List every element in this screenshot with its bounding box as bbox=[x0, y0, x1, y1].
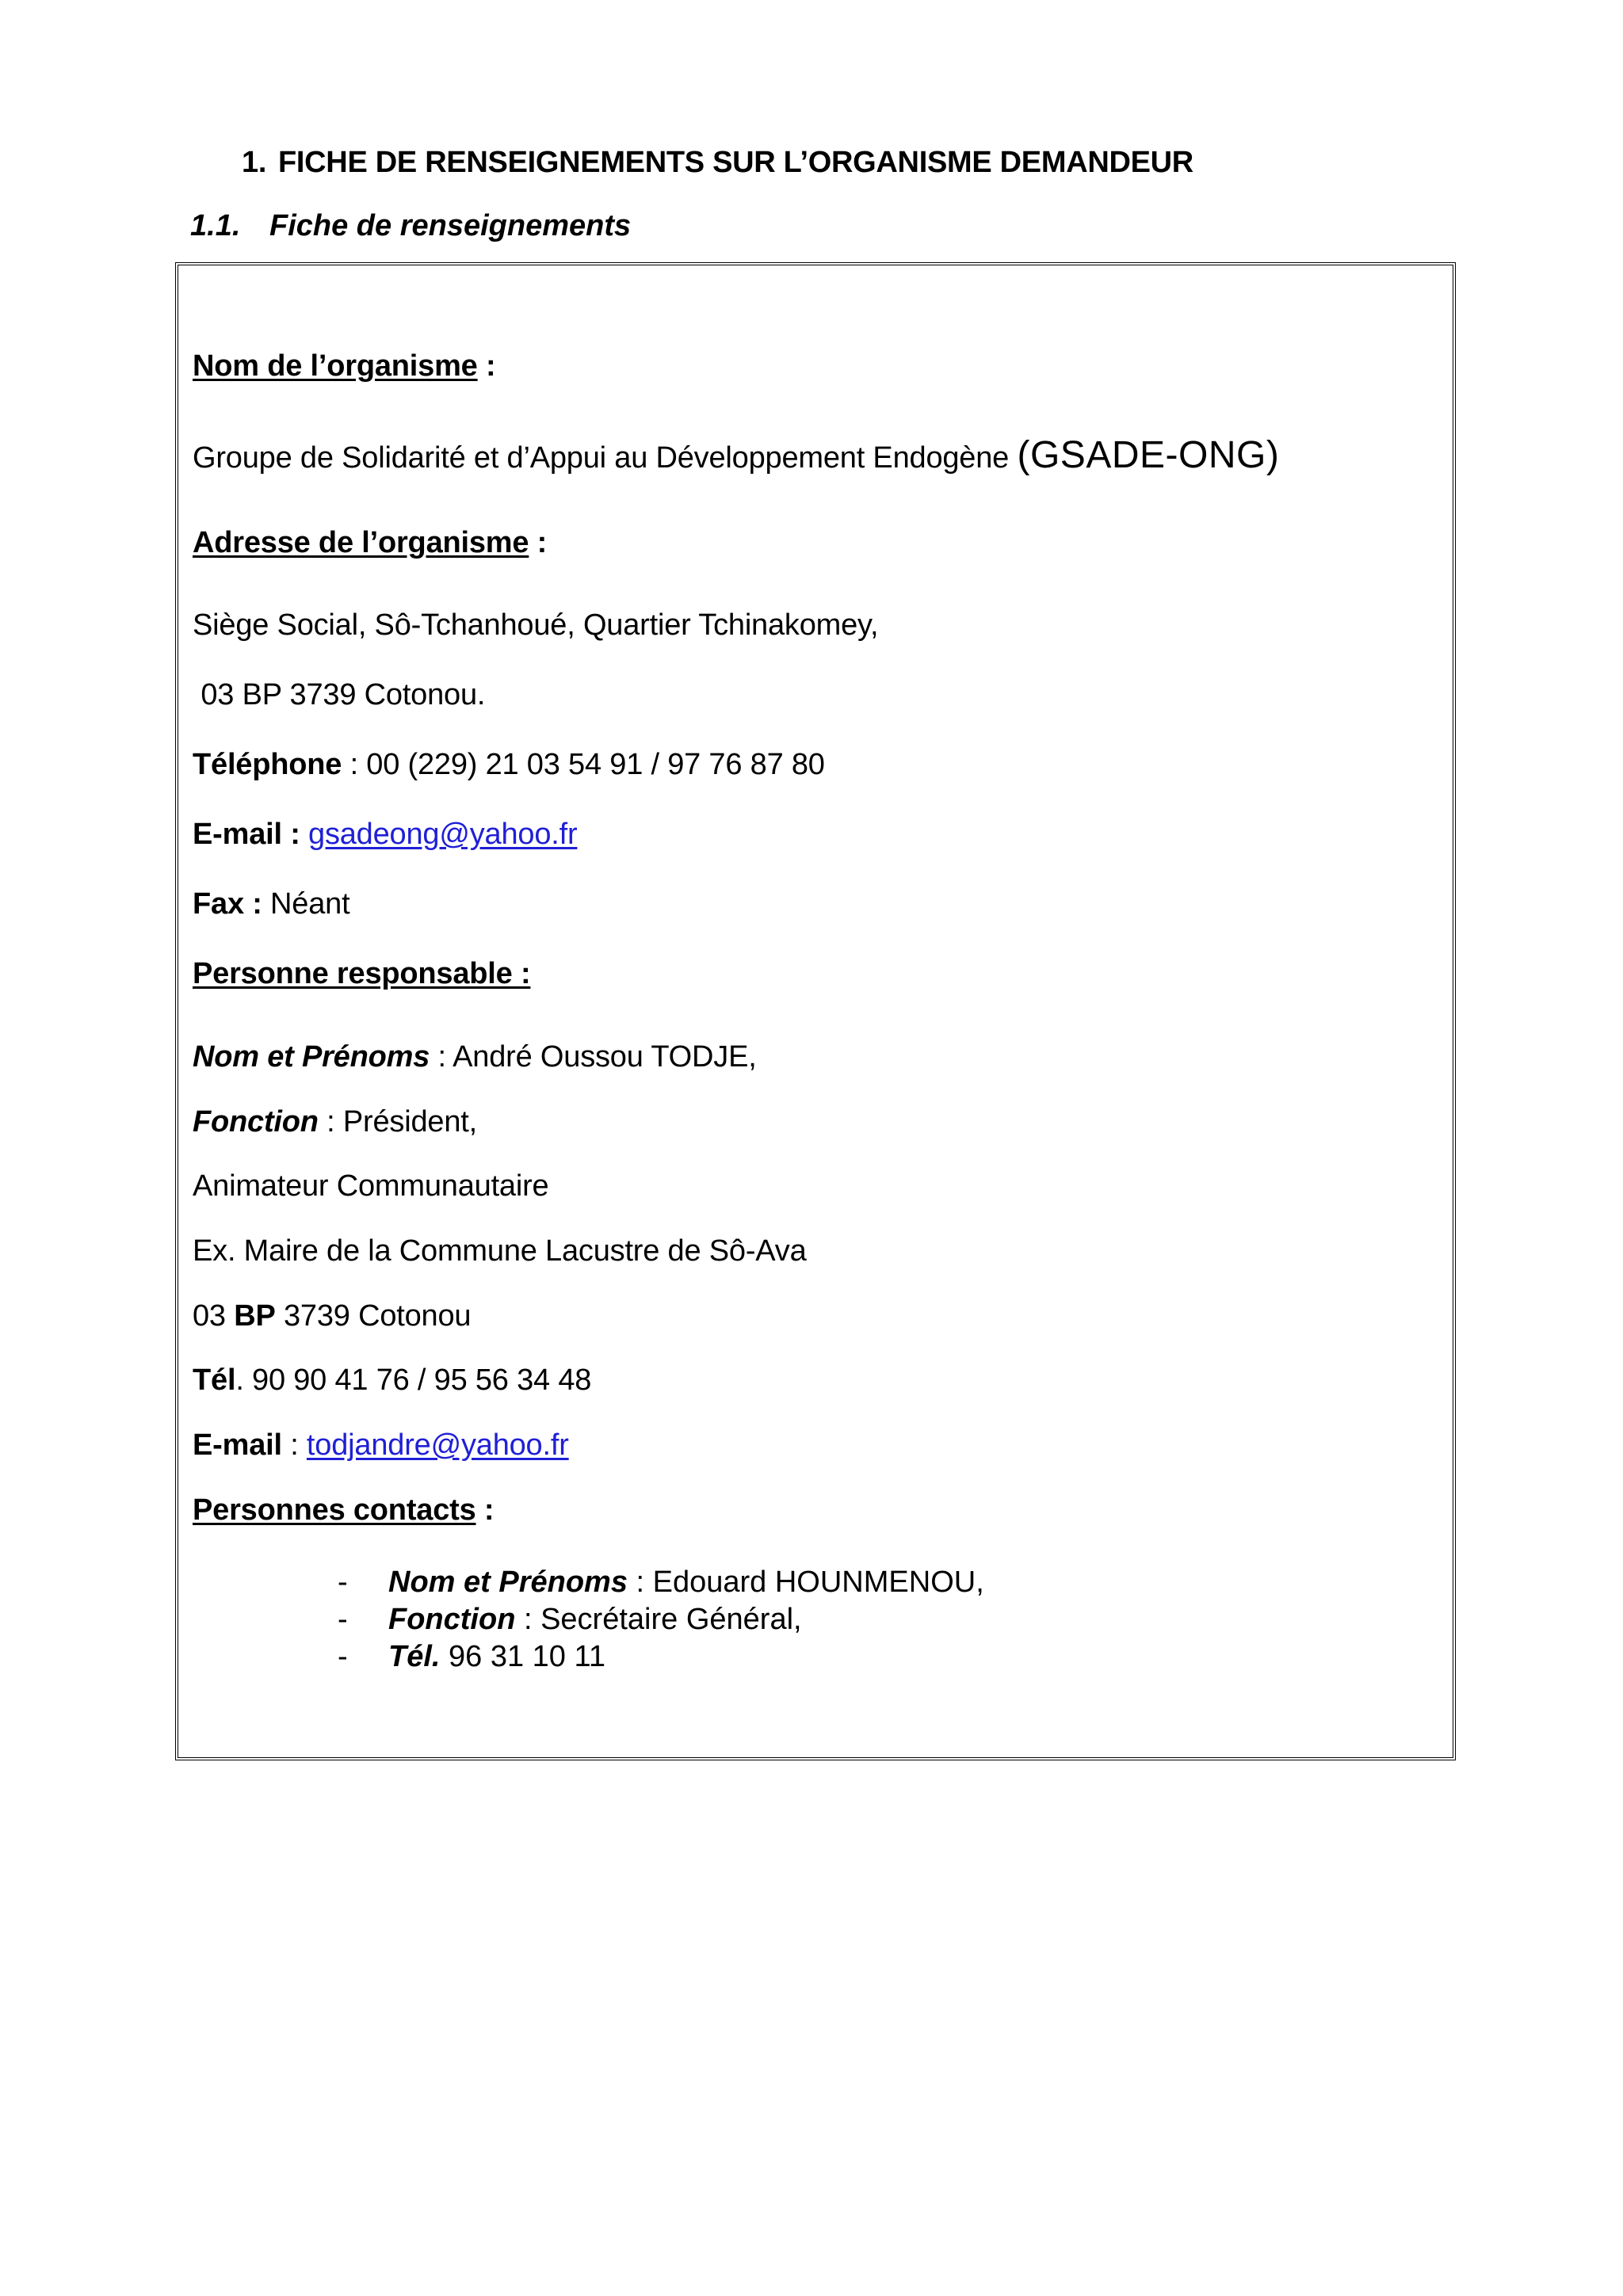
subsection-heading bbox=[190, 209, 631, 243]
org-name-label-line bbox=[193, 349, 495, 383]
responsable-label-line bbox=[193, 957, 530, 991]
org-email-label: E-mail : bbox=[193, 818, 300, 851]
responsable-email-label: E-mail bbox=[193, 1428, 282, 1462]
section-number: 1. bbox=[242, 146, 267, 179]
list-dash: - bbox=[338, 1566, 348, 1599]
org-address-label: Adresse de l’organisme bbox=[193, 526, 529, 559]
contact-item bbox=[338, 1603, 984, 1640]
list-dash: - bbox=[338, 1640, 348, 1673]
responsable-bp-line bbox=[193, 1299, 471, 1333]
responsable-colon: : bbox=[520, 957, 531, 990]
responsable-email-line bbox=[193, 1428, 569, 1463]
contacts-list bbox=[338, 1566, 984, 1677]
org-address-line2: 03 BP 3739 Cotonou. bbox=[193, 678, 486, 711]
responsable-label: Personne responsable bbox=[193, 957, 521, 990]
responsable-tel-label: Tél bbox=[193, 1363, 236, 1397]
org-fax-line bbox=[193, 887, 349, 921]
list-dash: - bbox=[338, 1603, 348, 1636]
responsable-tel-line bbox=[193, 1363, 591, 1398]
responsable-tel-value: . 90 90 41 76 / 95 56 34 48 bbox=[235, 1363, 592, 1397]
org-email-line bbox=[193, 818, 577, 852]
responsable-function-line bbox=[193, 1105, 477, 1139]
info-box bbox=[175, 262, 1456, 1760]
org-phone-line bbox=[193, 748, 825, 782]
subsection-title: Fiche de renseignements bbox=[269, 209, 632, 242]
org-address-colon: : bbox=[529, 526, 548, 559]
contact-tel-value: 96 31 10 11 bbox=[440, 1640, 605, 1673]
responsable-email-sep: : bbox=[281, 1428, 307, 1462]
section-title: FICHE DE RENSEIGNEMENTS SUR L’ORGANISME DEMANDEUR bbox=[278, 146, 1193, 179]
contact-name-label: Nom et Prénoms bbox=[388, 1566, 628, 1599]
contact-name-value: : Edouard HOUNMENOU, bbox=[627, 1566, 984, 1599]
org-name-colon: : bbox=[477, 349, 496, 383]
org-phone-value: : 00 (229) 21 03 54 91 / 97 76 87 80 bbox=[342, 748, 825, 781]
contacts-label: Personnes contacts bbox=[193, 1493, 476, 1527]
contact-item bbox=[338, 1640, 984, 1677]
org-name-label: Nom de l’organisme bbox=[193, 349, 478, 383]
responsable-role-line1: Animateur Communautaire bbox=[193, 1169, 549, 1203]
responsable-function-label: Fonction bbox=[193, 1105, 319, 1138]
contacts-colon: : bbox=[475, 1493, 495, 1527]
contacts-label-line bbox=[193, 1493, 494, 1527]
responsable-bp-label: BP bbox=[234, 1299, 276, 1333]
org-fax-label: Fax : bbox=[193, 887, 262, 921]
section-heading bbox=[242, 146, 1193, 180]
responsable-email-link[interactable]: todjandre@yahoo.fr bbox=[306, 1428, 569, 1462]
responsable-function-value: : Président, bbox=[318, 1105, 477, 1138]
org-name-line bbox=[193, 433, 1279, 477]
org-phone-label: Téléphone bbox=[193, 748, 342, 781]
org-address-line1: Siège Social, Sô-Tchanhoué, Quartier Tchinakomey, bbox=[193, 608, 879, 642]
subsection-number: 1.1. bbox=[190, 209, 241, 242]
org-address-label-line bbox=[193, 526, 547, 560]
contact-item bbox=[338, 1566, 984, 1603]
contact-tel-label: Tél. bbox=[388, 1640, 441, 1673]
org-fax-value: Néant bbox=[262, 887, 350, 921]
org-acronym: (GSADE-ONG) bbox=[1017, 434, 1280, 476]
responsable-role-line2: Ex. Maire de la Commune Lacustre de Sô-Ava bbox=[193, 1234, 807, 1268]
contact-function-label: Fonction bbox=[388, 1603, 516, 1636]
responsable-bp-pre: 03 bbox=[193, 1299, 235, 1333]
responsable-bp-post: 3739 Cotonou bbox=[275, 1299, 472, 1333]
contact-function-value: : Secrétaire Général, bbox=[515, 1603, 802, 1636]
org-email-link[interactable]: gsadeong@yahoo.fr bbox=[308, 818, 578, 851]
responsable-name-line bbox=[193, 1040, 757, 1074]
responsable-name-value: : André Oussou TODJE, bbox=[430, 1040, 757, 1074]
org-name-value: Groupe de Solidarité et d’Appui au Développement Endogène bbox=[193, 441, 1018, 475]
responsable-name-label: Nom et Prénoms bbox=[193, 1040, 430, 1074]
